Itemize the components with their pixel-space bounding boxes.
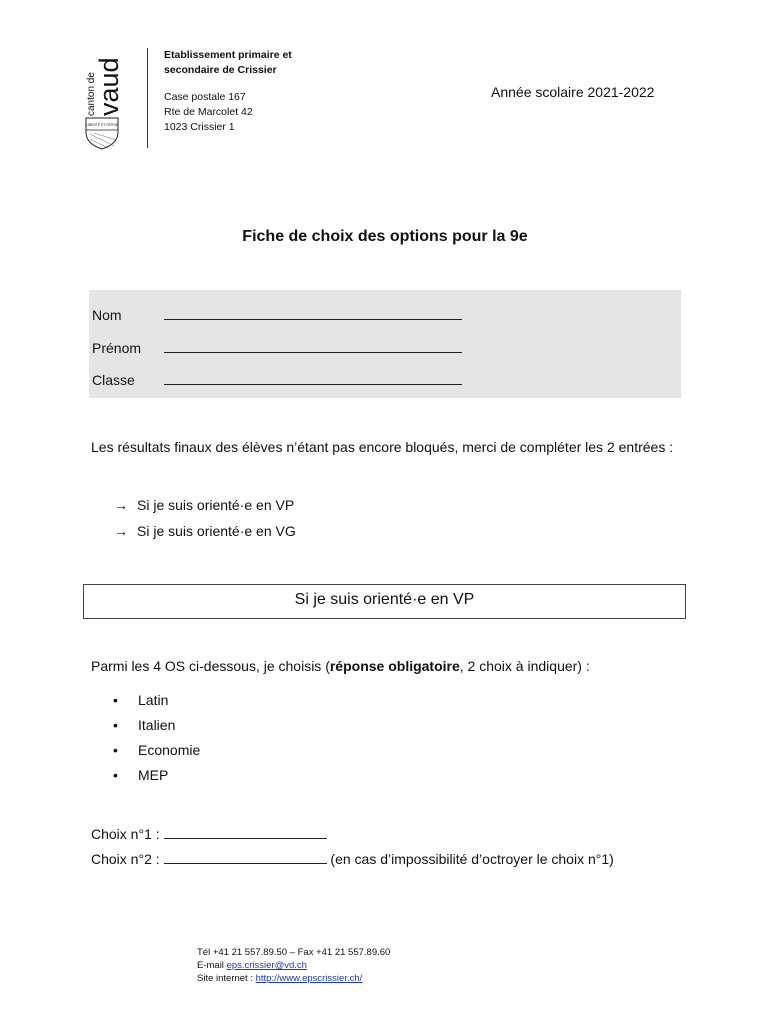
list-item [113, 738, 200, 763]
choice-2-row [91, 847, 614, 872]
email-link[interactable]: eps.crissier@vd.ch [226, 960, 307, 971]
field-label: Prénom [92, 340, 142, 356]
choice-1-row [91, 822, 614, 847]
section-vp-box [83, 584, 686, 619]
list-item [114, 492, 296, 518]
footer [197, 946, 390, 985]
option-label: MEP [138, 767, 169, 783]
choice-intro-end: , 2 choix à indiquer) : [459, 658, 590, 674]
field-label: Nom [92, 307, 122, 323]
arrow-right-icon: → [114, 497, 128, 513]
page-title: Fiche de choix des options pour la 9e [242, 228, 528, 245]
choice-2-note: (en cas d’impossibilité d’octroyer le choix n°1) [330, 851, 614, 867]
classe-field[interactable] [164, 372, 462, 385]
institution-block [164, 48, 292, 135]
intro-paragraph: Les résultats finaux des élèves n’étant pas encore bloqués, merci de compléter les 2 entrées : [91, 439, 674, 455]
institution-name-1: Etablissement primaire et [164, 49, 292, 61]
choices-block [91, 822, 614, 872]
list-item [113, 688, 200, 713]
footer-email-label: E-mail [197, 960, 224, 971]
choice-1-label: Choix n°1 : [91, 826, 160, 842]
options-list [113, 688, 200, 788]
website-link[interactable]: http://www.epscrissier.ch/ [255, 973, 363, 984]
address-line: Rte de Marcolet 42 [164, 106, 253, 118]
bullet-icon: • [113, 742, 118, 758]
header-divider [147, 48, 148, 148]
institution-name-2: secondaire de Crissier [164, 64, 277, 76]
list-item [114, 518, 296, 544]
arrow-right-icon: → [114, 523, 128, 539]
footer-site-label: Site internet : [197, 973, 253, 984]
arrow-item-label: Si je suis orienté·e en VG [137, 523, 296, 539]
list-item [113, 763, 200, 788]
choice-intro [91, 658, 590, 674]
option-label: Economie [138, 742, 201, 758]
bullet-icon: • [113, 692, 118, 708]
identity-row-nom [92, 307, 462, 323]
identity-row-classe [92, 372, 462, 388]
footer-email-row [197, 959, 390, 972]
school-year: Année scolaire 2021-2022 [491, 84, 655, 100]
choice-intro-bold: réponse obligatoire [329, 658, 460, 674]
logo-canton-text: canton de [86, 72, 97, 116]
bullet-icon: • [113, 717, 118, 733]
choice-intro-start: Parmi les 4 OS ci-dessous, je choisis ( [91, 658, 330, 674]
field-label: Classe [92, 372, 135, 388]
option-label: Italien [138, 717, 176, 733]
choice-2-label: Choix n°2 : [91, 851, 160, 867]
choice-2-field[interactable] [164, 851, 327, 864]
arrow-list [114, 492, 296, 544]
prenom-field[interactable] [164, 340, 462, 353]
address-line: 1023 Crissier 1 [164, 121, 235, 133]
identity-row-prenom [92, 340, 462, 356]
arrow-item-label: Si je suis orienté·e en VP [137, 497, 295, 513]
list-item [113, 713, 200, 738]
footer-site-row [197, 972, 390, 985]
logo-shield-text: LIBERTÉ ET PATRIE [86, 123, 118, 127]
address-line: Case postale 167 [164, 91, 246, 103]
canton-vaud-logo [80, 44, 124, 150]
choice-1-field[interactable] [164, 826, 327, 839]
footer-phone: Tél +41 21 557.89.50 – Fax +41 21 557.89.60 [197, 947, 391, 958]
nom-field[interactable] [164, 307, 462, 320]
option-label: Latin [138, 692, 169, 708]
section-vp-heading: Si je suis orienté·e en VP [294, 591, 475, 608]
logo-vaud-text: vaud [94, 57, 124, 116]
bullet-icon: • [113, 767, 118, 783]
identity-box [89, 290, 681, 398]
